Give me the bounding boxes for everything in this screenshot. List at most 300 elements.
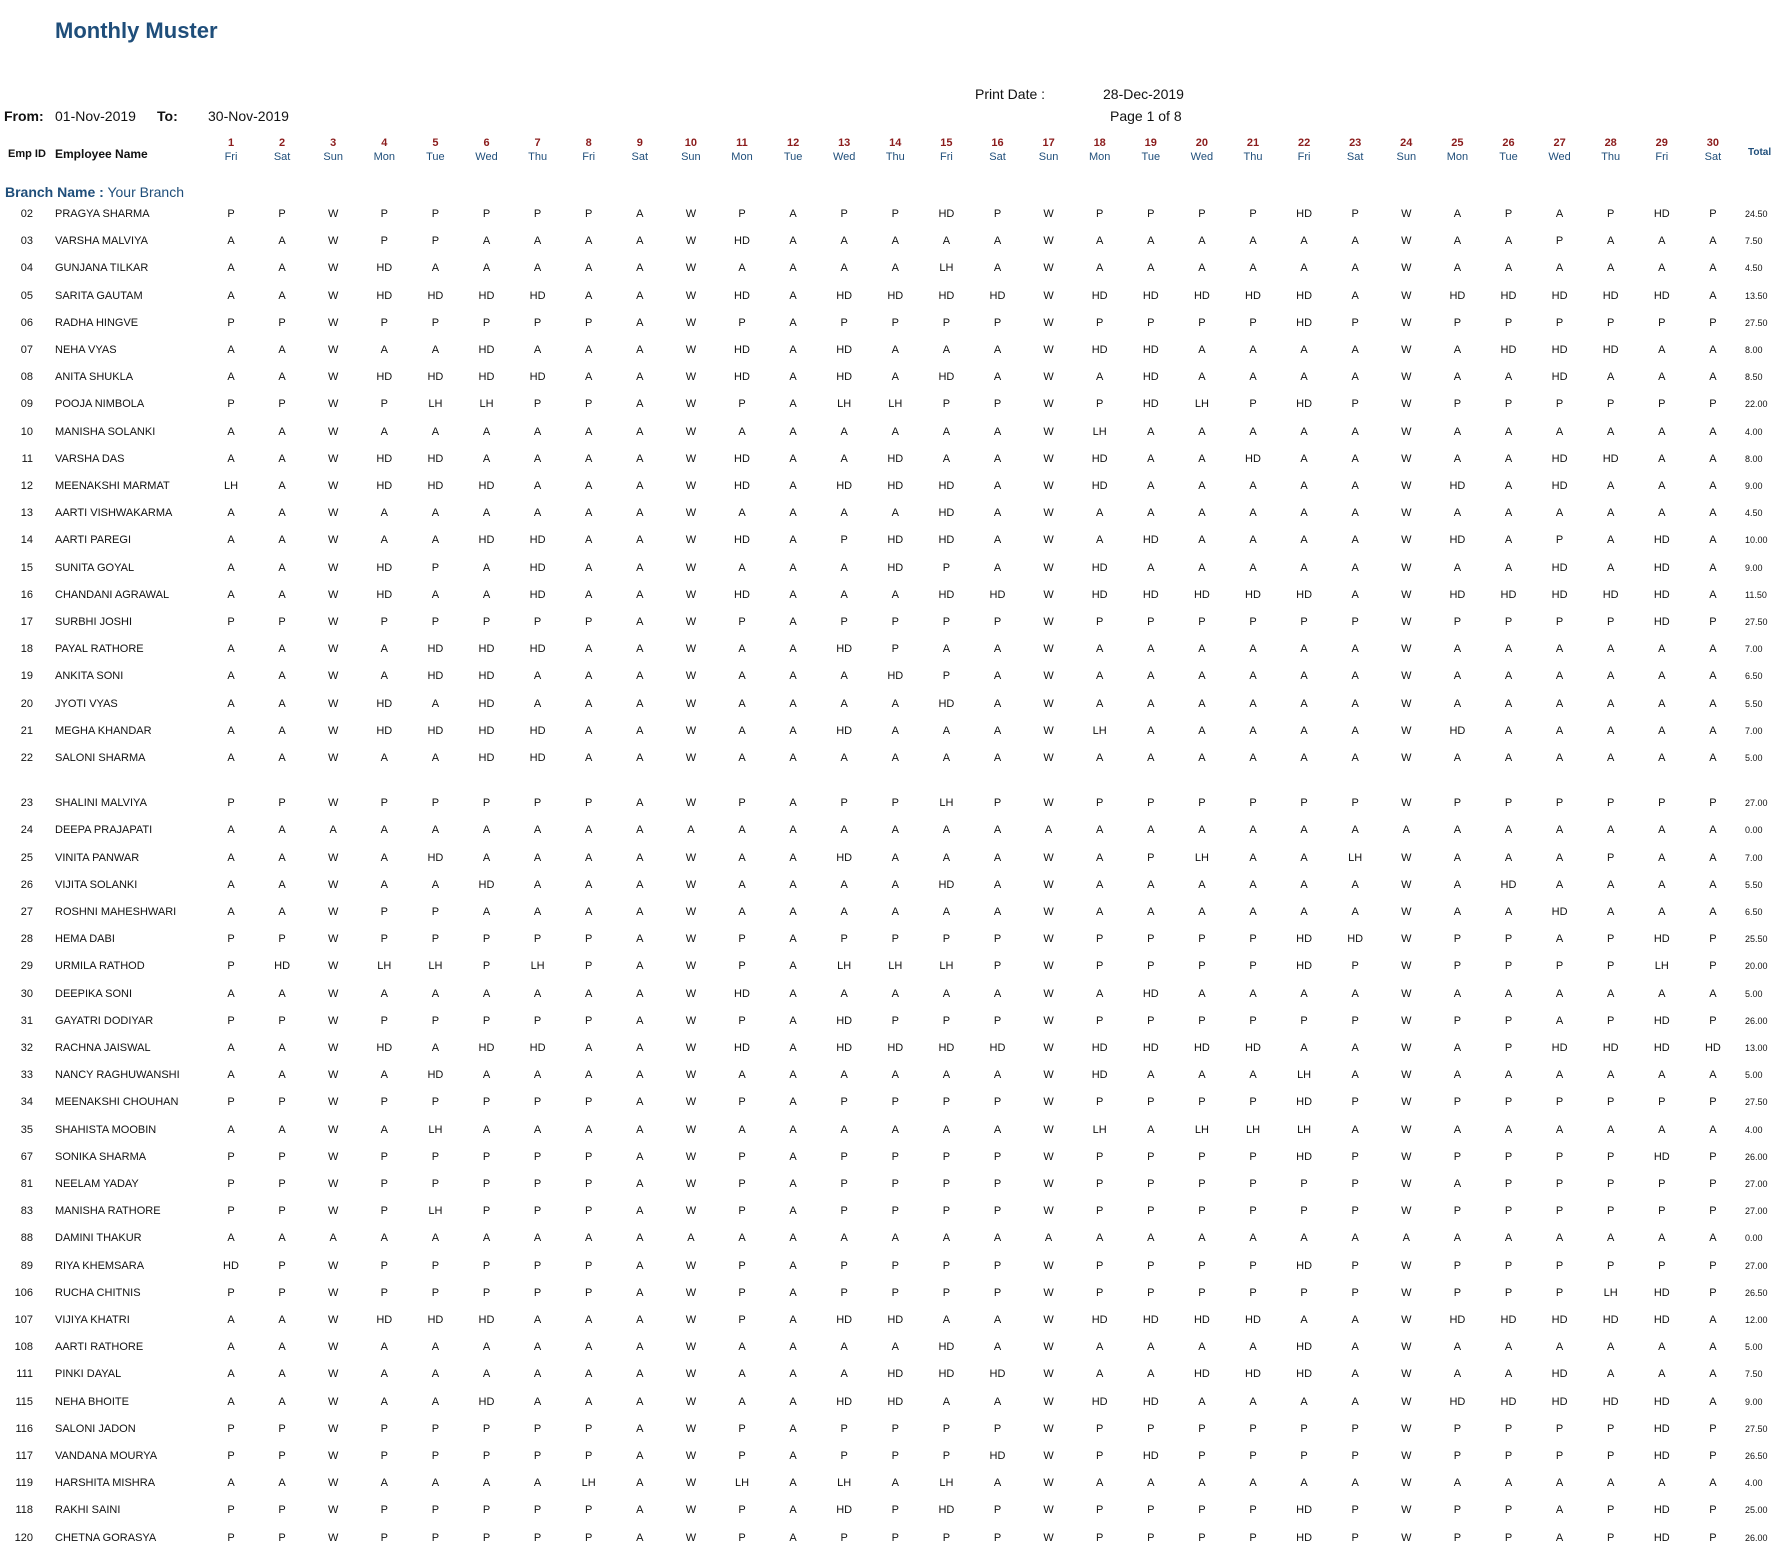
- attendance-cell: A: [1453, 1069, 1462, 1082]
- attendance-cell: A: [738, 752, 746, 764]
- attendance-cell: P: [585, 1178, 593, 1190]
- attendance-cell: W: [1043, 1123, 1054, 1136]
- attendance-cell: P: [738, 1150, 746, 1163]
- attendance-cell: P: [1555, 960, 1564, 973]
- attendance-cell: A: [1658, 697, 1666, 710]
- attendance-cell: LH: [1297, 1069, 1312, 1082]
- attendance-cell: P: [891, 1450, 899, 1462]
- attendance-cell: A: [1351, 752, 1359, 764]
- attendance-cell: HD: [1449, 534, 1466, 547]
- employee-name-cell: URMILA RATHOD: [55, 960, 145, 973]
- attendance-cell: P: [585, 1286, 593, 1299]
- day-number: 13: [838, 137, 851, 149]
- attendance-cell: P: [1555, 1150, 1564, 1163]
- day-weekday: Thu: [528, 151, 548, 163]
- attendance-cell: P: [1555, 797, 1564, 810]
- attendance-cell: W: [327, 1205, 339, 1218]
- employee-name-cell: PRAGYA SHARMA: [55, 208, 150, 220]
- attendance-cell: P: [1607, 933, 1615, 946]
- attendance-cell: P: [431, 1450, 440, 1462]
- attendance-cell: A: [278, 1314, 286, 1326]
- attendance-cell: P: [585, 208, 593, 220]
- attendance-cell: A: [891, 1069, 899, 1082]
- attendance-cell: P: [585, 1150, 593, 1163]
- attendance-cell: A: [636, 1286, 644, 1299]
- attendance-cell: P: [380, 1014, 388, 1027]
- attendance-cell: A: [227, 752, 235, 764]
- attendance-cell: P: [1555, 235, 1564, 248]
- table-row: [0, 422, 1788, 442]
- attendance-cell: W: [327, 344, 339, 356]
- employee-name-cell: NEHA VYAS: [55, 344, 117, 356]
- attendance-cell: A: [1147, 1368, 1155, 1381]
- attendance-cell: HD: [478, 480, 495, 492]
- attendance-cell: P: [278, 1205, 286, 1218]
- attendance-cell: W: [1043, 1150, 1054, 1163]
- attendance-cell: P: [942, 670, 951, 683]
- attendance-cell: A: [431, 1232, 440, 1245]
- attendance-cell: HD: [1602, 588, 1619, 601]
- attendance-cell: A: [278, 851, 286, 864]
- attendance-cell: A: [891, 824, 899, 837]
- attendance-cell: HD: [1449, 289, 1466, 302]
- attendance-cell: W: [327, 1259, 339, 1272]
- table-row: [0, 721, 1788, 741]
- attendance-cell: A: [993, 452, 1002, 465]
- employee-name-cell: ANITA SHUKLA: [55, 371, 134, 384]
- employee-name-cell: AARTI RATHORE: [55, 1341, 144, 1354]
- attendance-cell: W: [1401, 1504, 1412, 1517]
- table-row: [0, 313, 1788, 333]
- attendance-cell: A: [993, 480, 1002, 492]
- attendance-cell: A: [533, 851, 542, 864]
- attendance-cell: P: [993, 1422, 1002, 1435]
- employee-name-cell: MEGHA KHANDAR: [55, 724, 152, 737]
- attendance-cell: LH: [939, 1477, 954, 1490]
- attendance-cell: A: [789, 289, 797, 302]
- day-number: 4: [381, 137, 388, 149]
- attendance-cell: P: [1147, 1014, 1155, 1027]
- attendance-cell: W: [327, 1422, 339, 1435]
- employee-name-header: Employee Name: [55, 147, 148, 161]
- attendance-cell: P: [278, 933, 286, 946]
- emp-id-cell: 108: [14, 1341, 33, 1354]
- day-weekday: Sat: [989, 151, 1006, 163]
- employee-name-cell: MEENAKSHI CHOUHAN: [55, 1096, 179, 1109]
- day-number: 22: [1297, 137, 1311, 149]
- attendance-cell: A: [891, 752, 899, 764]
- attendance-cell: HD: [478, 724, 495, 737]
- attendance-cell: HD: [1653, 534, 1670, 547]
- attendance-cell: A: [1198, 480, 1206, 492]
- attendance-cell: HD: [1653, 208, 1670, 220]
- attendance-cell: HD: [427, 289, 444, 302]
- attendance-cell: A: [942, 824, 951, 837]
- attendance-cell: P: [227, 208, 235, 220]
- attendance-cell: W: [1401, 588, 1412, 601]
- attendance-cell: A: [380, 1477, 388, 1490]
- attendance-cell: A: [1351, 534, 1359, 547]
- total-cell: 27.50: [1745, 317, 1768, 328]
- attendance-cell: P: [1300, 797, 1308, 810]
- attendance-cell: P: [1198, 1450, 1206, 1462]
- attendance-cell: A: [1504, 262, 1513, 275]
- attendance-cell: P: [1709, 1422, 1717, 1435]
- attendance-cell: A: [636, 588, 644, 601]
- attendance-cell: A: [1555, 1069, 1564, 1082]
- employee-name-cell: HARSHITA MISHRA: [55, 1477, 156, 1490]
- attendance-cell: P: [1147, 1205, 1155, 1218]
- attendance-cell: W: [685, 960, 697, 973]
- attendance-cell: P: [738, 398, 746, 411]
- attendance-cell: P: [585, 1531, 593, 1544]
- attendance-cell: W: [1401, 316, 1412, 329]
- attendance-cell: HD: [938, 534, 955, 547]
- attendance-cell: HD: [836, 1014, 853, 1027]
- attendance-cell: W: [685, 987, 697, 1000]
- attendance-cell: A: [993, 851, 1002, 864]
- attendance-cell: A: [1351, 1341, 1359, 1354]
- total-cell: 25.00: [1745, 1505, 1768, 1516]
- attendance-cell: P: [993, 1259, 1002, 1272]
- attendance-cell: A: [380, 670, 388, 683]
- attendance-cell: P: [942, 1205, 951, 1218]
- attendance-cell: HD: [836, 480, 853, 492]
- attendance-cell: HD: [1193, 1314, 1210, 1326]
- attendance-cell: P: [891, 1150, 899, 1163]
- attendance-cell: A: [585, 452, 593, 465]
- attendance-cell: P: [1607, 1178, 1615, 1190]
- attendance-cell: A: [1198, 987, 1206, 1000]
- attendance-cell: W: [685, 1205, 697, 1218]
- attendance-cell: A: [1607, 480, 1615, 492]
- attendance-cell: A: [1709, 452, 1717, 465]
- attendance-cell: P: [1504, 1286, 1513, 1299]
- day-weekday: Wed: [1548, 151, 1571, 163]
- attendance-cell: A: [1300, 1232, 1308, 1245]
- attendance-cell: W: [1401, 670, 1412, 683]
- attendance-cell: W: [327, 534, 339, 547]
- attendance-cell: W: [327, 1069, 339, 1082]
- attendance-cell: P: [891, 797, 899, 810]
- attendance-cell: A: [636, 1341, 644, 1354]
- attendance-cell: W: [1401, 208, 1412, 220]
- attendance-cell: A: [1147, 1232, 1155, 1245]
- attendance-cell: P: [1096, 1504, 1104, 1517]
- attendance-cell: W: [327, 752, 339, 764]
- attendance-cell: P: [1607, 208, 1615, 220]
- attendance-cell: P: [380, 1286, 388, 1299]
- attendance-cell: W: [1401, 1477, 1412, 1490]
- attendance-cell: W: [327, 670, 339, 683]
- attendance-cell: P: [1351, 1531, 1359, 1544]
- attendance-cell: A: [942, 235, 951, 248]
- attendance-cell: HD: [1653, 561, 1670, 574]
- attendance-cell: A: [533, 824, 542, 837]
- attendance-cell: A: [1658, 262, 1666, 275]
- attendance-cell: HD: [938, 289, 955, 302]
- attendance-cell: A: [1709, 344, 1717, 356]
- attendance-cell: A: [1504, 1232, 1513, 1245]
- attendance-cell: A: [278, 588, 286, 601]
- attendance-cell: A: [585, 724, 593, 737]
- attendance-cell: A: [533, 906, 542, 918]
- attendance-cell: HD: [836, 643, 853, 656]
- total-cell: 27.50: [1745, 1423, 1768, 1434]
- attendance-cell: A: [1044, 1232, 1053, 1245]
- attendance-cell: HD: [1500, 1314, 1517, 1326]
- attendance-cell: A: [278, 235, 286, 248]
- attendance-cell: A: [1607, 1069, 1615, 1082]
- emp-id-cell: 03: [20, 235, 33, 248]
- attendance-cell: P: [1198, 933, 1206, 946]
- attendance-cell: A: [278, 1341, 286, 1354]
- attendance-cell: A: [1607, 1123, 1615, 1136]
- attendance-cell: W: [685, 878, 697, 891]
- attendance-cell: P: [1453, 1096, 1462, 1109]
- attendance-cell: A: [1504, 1368, 1513, 1381]
- attendance-cell: LH: [888, 960, 903, 973]
- attendance-cell: HD: [887, 1368, 904, 1381]
- attendance-cell: P: [1249, 616, 1257, 628]
- table-row: [0, 585, 1788, 605]
- attendance-cell: P: [585, 1504, 593, 1517]
- attendance-cell: HD: [1193, 289, 1210, 302]
- attendance-cell: P: [1096, 316, 1104, 329]
- attendance-cell: A: [533, 425, 542, 438]
- attendance-cell: A: [278, 262, 286, 275]
- attendance-cell: A: [482, 1368, 491, 1381]
- attendance-cell: P: [1096, 1259, 1104, 1272]
- emp-id-cell: 31: [20, 1014, 33, 1027]
- attendance-cell: P: [380, 933, 388, 946]
- day-number: 27: [1553, 137, 1566, 149]
- attendance-cell: A: [431, 588, 440, 601]
- attendance-cell: W: [327, 1477, 339, 1490]
- attendance-cell: A: [1504, 724, 1513, 737]
- attendance-cell: P: [1096, 1531, 1104, 1544]
- attendance-cell: A: [1300, 1477, 1308, 1490]
- attendance-cell: A: [1249, 697, 1257, 710]
- page-indicator: Page 1 of 8: [1110, 108, 1182, 124]
- attendance-cell: HD: [1296, 1259, 1313, 1272]
- attendance-cell: HD: [938, 480, 955, 492]
- attendance-cell: A: [1096, 1341, 1104, 1354]
- attendance-cell: A: [1096, 1368, 1104, 1381]
- attendance-cell: P: [891, 616, 899, 628]
- attendance-cell: A: [636, 561, 644, 574]
- attendance-cell: A: [1249, 851, 1257, 864]
- attendance-cell: A: [789, 1150, 797, 1163]
- attendance-cell: A: [585, 824, 593, 837]
- attendance-cell: A: [1300, 987, 1308, 1000]
- attendance-cell: A: [636, 1531, 644, 1544]
- employee-name-cell: NEHA BHOITE: [55, 1395, 129, 1408]
- attendance-cell: A: [227, 724, 235, 737]
- attendance-cell: A: [1096, 697, 1104, 710]
- attendance-cell: HD: [1091, 588, 1108, 601]
- attendance-cell: A: [585, 1368, 593, 1381]
- attendance-cell: A: [993, 561, 1002, 574]
- attendance-cell: P: [1351, 316, 1359, 329]
- attendance-cell: A: [1402, 824, 1410, 837]
- attendance-cell: W: [327, 1150, 339, 1163]
- attendance-cell: HD: [1653, 1504, 1670, 1517]
- employee-name-cell: SURBHI JOSHI: [55, 616, 133, 628]
- attendance-cell: A: [1504, 1123, 1513, 1136]
- attendance-cell: A: [1453, 425, 1462, 438]
- attendance-cell: A: [1607, 1341, 1615, 1354]
- attendance-cell: A: [1351, 878, 1359, 891]
- attendance-cell: HD: [1142, 588, 1159, 601]
- attendance-cell: A: [891, 262, 899, 275]
- emp-id-cell: 18: [20, 643, 33, 656]
- attendance-cell: A: [942, 452, 951, 465]
- attendance-cell: A: [789, 561, 797, 574]
- attendance-cell: A: [789, 797, 797, 810]
- attendance-cell: A: [1555, 208, 1564, 220]
- attendance-cell: P: [738, 1096, 746, 1109]
- attendance-cell: P: [227, 960, 235, 973]
- attendance-cell: P: [840, 1531, 848, 1544]
- attendance-cell: P: [1504, 960, 1513, 973]
- attendance-cell: HD: [1091, 561, 1108, 574]
- attendance-cell: A: [380, 344, 388, 356]
- attendance-cell: A: [1607, 987, 1615, 1000]
- attendance-cell: W: [1401, 1314, 1412, 1326]
- attendance-cell: P: [533, 1096, 542, 1109]
- attendance-cell: P: [1198, 1504, 1206, 1517]
- attendance-cell: A: [789, 697, 797, 710]
- attendance-cell: W: [1401, 616, 1412, 628]
- attendance-cell: P: [1658, 1096, 1666, 1109]
- attendance-cell: A: [636, 906, 644, 918]
- attendance-cell: A: [636, 724, 644, 737]
- attendance-cell: HD: [376, 724, 393, 737]
- attendance-cell: HD: [887, 452, 904, 465]
- attendance-cell: A: [789, 752, 797, 764]
- attendance-cell: A: [1096, 235, 1104, 248]
- attendance-cell: P: [533, 1259, 542, 1272]
- emp-id-cell: 08: [20, 371, 33, 384]
- attendance-cell: P: [1607, 1450, 1615, 1462]
- attendance-cell: A: [1709, 371, 1717, 384]
- attendance-cell: A: [636, 670, 644, 683]
- total-cell: 5.00: [1745, 753, 1763, 763]
- attendance-cell: A: [1504, 425, 1513, 438]
- attendance-cell: W: [327, 960, 339, 973]
- attendance-cell: W: [1043, 1096, 1054, 1109]
- day-weekday: Tue: [783, 151, 803, 163]
- day-number: 12: [786, 137, 800, 149]
- attendance-cell: W: [685, 1504, 697, 1517]
- attendance-cell: A: [636, 797, 644, 810]
- attendance-cell: LH: [939, 797, 954, 810]
- attendance-cell: A: [278, 752, 286, 764]
- table-row: [0, 1392, 1788, 1412]
- attendance-cell: HD: [887, 289, 904, 302]
- attendance-cell: P: [431, 1504, 440, 1517]
- attendance-cell: P: [1147, 208, 1155, 220]
- attendance-cell: A: [1198, 452, 1206, 465]
- attendance-cell: HD: [1602, 1042, 1619, 1054]
- attendance-cell: HD: [1653, 1422, 1670, 1435]
- attendance-cell: A: [1709, 1123, 1717, 1136]
- attendance-cell: W: [327, 851, 339, 864]
- attendance-cell: A: [533, 670, 542, 683]
- attendance-cell: A: [738, 1341, 746, 1354]
- attendance-cell: A: [1453, 1042, 1462, 1054]
- branch-name-label: Branch Name :: [5, 184, 104, 200]
- attendance-cell: A: [840, 697, 848, 710]
- attendance-cell: LH: [428, 1123, 443, 1136]
- attendance-cell: A: [1658, 425, 1666, 438]
- emp-id-cell: 02: [20, 208, 33, 220]
- attendance-cell: P: [227, 1205, 235, 1218]
- attendance-cell: P: [380, 1259, 388, 1272]
- attendance-cell: P: [1607, 797, 1615, 810]
- attendance-cell: P: [1198, 1014, 1206, 1027]
- attendance-cell: P: [431, 1531, 440, 1544]
- attendance-cell: A: [1607, 507, 1615, 520]
- attendance-cell: W: [1043, 724, 1054, 737]
- table-row: [0, 694, 1788, 714]
- attendance-cell: W: [685, 1042, 697, 1054]
- attendance-cell: P: [1249, 797, 1257, 810]
- attendance-cell: P: [738, 960, 746, 973]
- attendance-cell: P: [1147, 1178, 1155, 1190]
- attendance-cell: W: [685, 752, 697, 764]
- attendance-cell: P: [533, 797, 542, 810]
- attendance-cell: W: [685, 1178, 697, 1190]
- attendance-cell: HD: [734, 344, 750, 356]
- attendance-cell: HD: [478, 1314, 495, 1326]
- attendance-cell: P: [1504, 1450, 1513, 1462]
- attendance-cell: P: [533, 1450, 542, 1462]
- attendance-cell: P: [1504, 1150, 1513, 1163]
- attendance-cell: HD: [836, 371, 853, 384]
- attendance-cell: P: [1249, 1504, 1257, 1517]
- attendance-cell: W: [685, 1150, 697, 1163]
- attendance-cell: W: [685, 851, 697, 864]
- table-row: [0, 1283, 1788, 1303]
- attendance-cell: A: [431, 1395, 440, 1408]
- employee-name-cell: ANKITA SONI: [55, 670, 124, 683]
- attendance-cell: P: [1249, 1531, 1257, 1544]
- attendance-cell: P: [1147, 1259, 1155, 1272]
- attendance-cell: A: [380, 643, 388, 656]
- attendance-cell: A: [533, 1368, 542, 1381]
- attendance-cell: W: [685, 452, 697, 465]
- attendance-cell: HD: [1653, 933, 1670, 946]
- attendance-cell: A: [431, 425, 440, 438]
- attendance-cell: W: [1043, 1368, 1054, 1381]
- table-row: [0, 875, 1788, 895]
- attendance-cell: A: [1453, 1232, 1462, 1245]
- attendance-cell: A: [636, 1123, 644, 1136]
- attendance-cell: HD: [478, 534, 495, 547]
- emp-id-cell: 25: [20, 851, 33, 864]
- print-date-label: Print Date :: [975, 86, 1046, 102]
- attendance-cell: A: [482, 1477, 491, 1490]
- attendance-cell: A: [585, 987, 593, 1000]
- attendance-cell: P: [891, 1286, 899, 1299]
- attendance-cell: A: [1351, 906, 1359, 918]
- attendance-cell: A: [1300, 452, 1308, 465]
- attendance-cell: A: [1198, 878, 1206, 891]
- attendance-cell: A: [482, 452, 491, 465]
- table-row: [0, 1092, 1788, 1112]
